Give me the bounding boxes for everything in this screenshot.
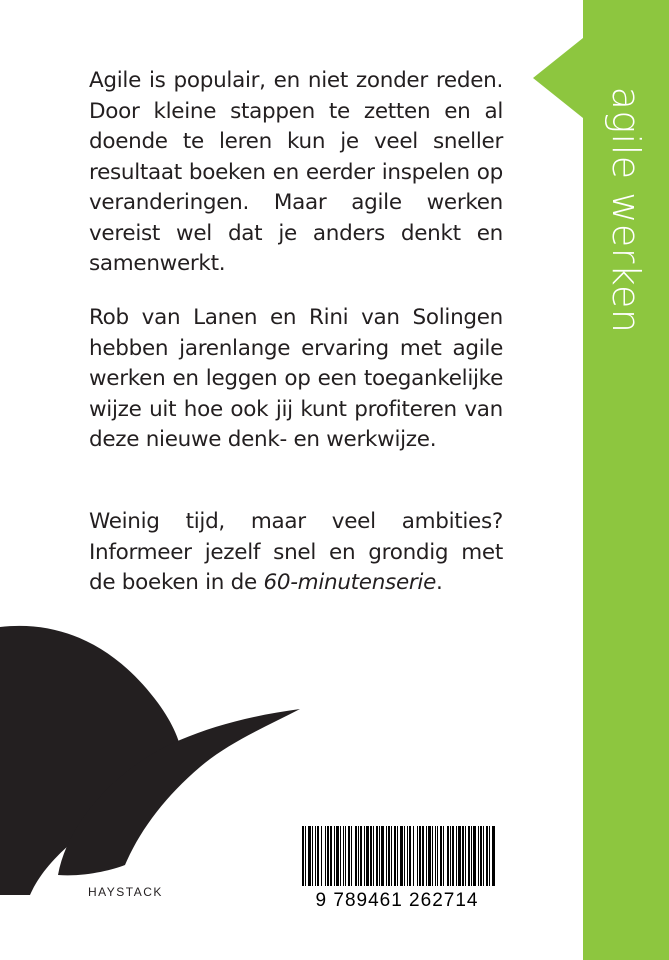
barcode-digits: 9 789461 262714 (315, 890, 479, 910)
barcode-bar (426, 826, 427, 886)
barcode-bar (373, 826, 374, 886)
barcode-bar (471, 826, 472, 886)
barcode-bar (422, 826, 424, 886)
barcode-bar (334, 826, 335, 886)
body-paragraph-1: Agile is populair, en niet zonder reden. Door kleine stappen te zetten en al doende te leren kun je veel sneller resultaat boeken en eerder inspelen op veranderingen. Maar agile werken vereist wel dat je anders denkt en samenwerkt. (89, 68, 503, 276)
barcode-bar (348, 826, 350, 886)
barcode-bar (315, 826, 316, 886)
body-paragraph-2: Rob van Lanen en Rini van Solingen hebben jarenlange ervaring met agile werken en leggen op een toegankelijke wijze uit hoe ook jij kunt profiteren van deze nieuwe denk- en werkwijze. (89, 305, 503, 452)
barcode-bar (478, 826, 479, 886)
barcode-bar (489, 826, 490, 886)
barcode-bar (330, 826, 332, 886)
barcode-bar (343, 826, 344, 886)
barcode-bar (483, 826, 484, 886)
barcode-bar (413, 826, 414, 886)
barcode-bar (379, 826, 380, 886)
barcode-bar (440, 826, 442, 886)
barcode-bar (452, 826, 454, 886)
barcode-bar (364, 826, 365, 886)
barcode-bar (432, 826, 433, 886)
barcode-bar (317, 826, 319, 886)
barcode-bar (404, 826, 405, 886)
barcode-bar (462, 826, 464, 886)
barcode-bar (468, 826, 470, 886)
barcode-bar (302, 826, 304, 886)
publisher-logo-boat (0, 615, 300, 895)
barcode-bar (480, 826, 482, 886)
barcode-bar (308, 826, 311, 886)
barcode-bar (351, 826, 352, 886)
barcode-bar (409, 826, 411, 886)
paragraph-3-text: Weinig tijd, maar veel ambities? Informeer jezelf snel en grondig met de boeken in de (89, 509, 503, 595)
barcode-bar (486, 826, 488, 886)
barcode-bar (388, 826, 390, 886)
barcode-bar (394, 826, 396, 886)
barcode-bar (428, 826, 431, 886)
barcode-bar (450, 826, 451, 886)
spine-tab-arrow (533, 38, 583, 118)
barcode-bar (397, 826, 398, 886)
publisher-name: HAYSTACK (88, 885, 163, 899)
barcode-bar (435, 826, 436, 886)
barcode-bar (437, 826, 438, 886)
barcode-bar (458, 826, 461, 886)
paragraph-3-end: . (436, 570, 443, 595)
barcode-bar (305, 826, 306, 886)
barcode-bar (325, 826, 326, 886)
barcode-bar (386, 826, 387, 886)
barcode-bar (417, 826, 418, 886)
barcode-bar (465, 826, 466, 886)
barcode-bar (360, 826, 362, 886)
barcode-bar (443, 826, 444, 886)
barcode-bar (370, 826, 372, 886)
barcode-bar (456, 826, 457, 886)
barcode-bar (473, 826, 476, 886)
barcode-bar (419, 826, 421, 886)
barcode-bar (391, 826, 392, 886)
barcode-bars (302, 826, 495, 886)
barcode-bar (327, 826, 329, 886)
spine-title: agile werken (604, 86, 648, 334)
barcode-bar (312, 826, 313, 886)
barcode-bar (407, 826, 408, 886)
barcode-bar (366, 826, 369, 886)
barcode-bar (355, 826, 357, 886)
series-name: 60-minutenserie (263, 570, 437, 595)
barcode-bar (447, 826, 449, 886)
barcode-bar (336, 826, 339, 886)
body-paragraph-3 (89, 507, 503, 599)
barcode-bar (492, 826, 495, 886)
barcode-bar (340, 826, 341, 886)
barcode-bar (358, 826, 359, 886)
barcode-bar (345, 826, 346, 886)
isbn-barcode (292, 826, 503, 910)
barcode-bar (321, 826, 322, 886)
barcode-bar (381, 826, 384, 886)
barcode-bar (376, 826, 378, 886)
barcode-bar (400, 826, 403, 886)
